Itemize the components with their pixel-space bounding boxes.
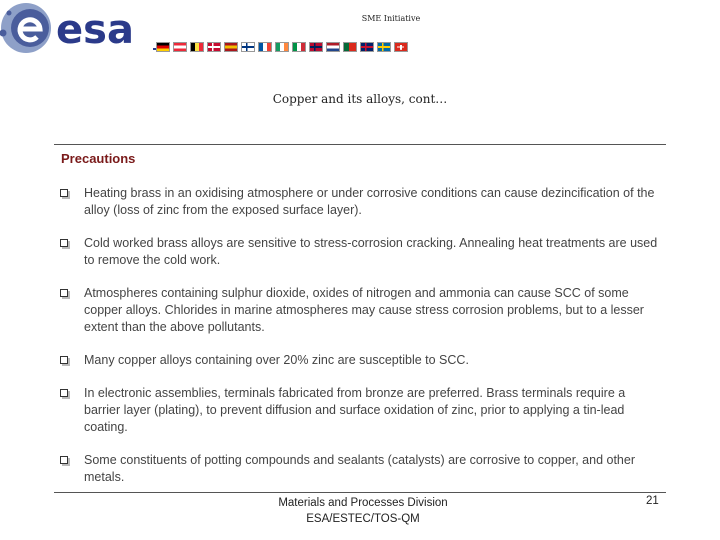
- flag-germany-icon: [156, 42, 170, 52]
- flag-portugal-icon: [343, 42, 357, 52]
- flag-switzerland-icon: [394, 42, 408, 52]
- checkbox-bullet-icon: [60, 356, 68, 364]
- bullet-item: [60, 352, 660, 369]
- flag-austria-icon: [173, 42, 187, 52]
- footer-credit: [250, 495, 476, 527]
- checkbox-bullet-icon: [60, 239, 68, 247]
- initiative-label: SME Initiative: [361, 14, 421, 23]
- section-heading: Precautions: [61, 151, 136, 166]
- flag-finland-icon: [241, 42, 255, 52]
- bullet-item: [60, 452, 660, 486]
- esa-logo: [0, 0, 160, 58]
- bullet-item: [60, 285, 660, 336]
- checkbox-bullet-icon: [60, 389, 68, 397]
- slide-title: Copper and its alloys, cont…: [272, 92, 448, 106]
- flag-norway-icon: [309, 42, 323, 52]
- bottom-divider: [54, 492, 666, 493]
- checkbox-bullet-icon: [60, 289, 68, 297]
- page-number: 21: [646, 495, 659, 507]
- flag-italy-icon: [292, 42, 306, 52]
- flag-spain-icon: [224, 42, 238, 52]
- flag-netherlands-icon: [326, 42, 340, 52]
- bullet-text: Some constituents of potting compounds and sealants (catalysts) are corrosive to copper, and other metals.: [84, 453, 636, 484]
- bullet-text: Many copper alloys containing over 20% zinc are susceptible to SCC.: [84, 353, 469, 367]
- bullet-item: [60, 385, 660, 436]
- bullet-item: [60, 235, 660, 269]
- bullet-text: In electronic assemblies, terminals fabricated from bronze are preferred. Brass terminals require a barrier layer (plating), to prevent diffusion and surface oxidation of zinc, prior to applying a tin-lead coating.: [84, 386, 626, 434]
- bullet-list: [60, 185, 660, 486]
- flag-france-icon: [258, 42, 272, 52]
- logo-wordmark: esa: [56, 7, 134, 53]
- footer-division: Materials and Processes Division: [278, 497, 448, 509]
- footer-department: ESA/ESTEC/TOS-QM: [306, 513, 420, 525]
- top-divider: [54, 144, 666, 145]
- bullet-text: Heating brass in an oxidising atmosphere or under corrosive conditions can cause dezincification of the alloy (loss of zinc from the exposed surface layer).: [84, 186, 655, 217]
- bullet-item: [60, 185, 660, 219]
- flag-ireland-icon: [275, 42, 289, 52]
- flag-sweden-icon: [377, 42, 391, 52]
- bullet-text: Atmospheres containing sulphur dioxide, oxides of nitrogen and ammonia can cause SCC of some copper alloys. Chlorides in marine atmospheres may cause stress corrosion problems, but to a lesser extent than the above pollutants.: [84, 286, 644, 334]
- checkbox-bullet-icon: [60, 456, 68, 464]
- member-flags: [156, 42, 408, 54]
- flag-united-kingdom-icon: [360, 42, 374, 52]
- checkbox-bullet-icon: [60, 189, 68, 197]
- flag-denmark-icon: [207, 42, 221, 52]
- bullet-text: Cold worked brass alloys are sensitive to stress-corrosion cracking. Annealing heat treatments are used to remove the cold work.: [84, 236, 658, 267]
- flag-belgium-icon: [190, 42, 204, 52]
